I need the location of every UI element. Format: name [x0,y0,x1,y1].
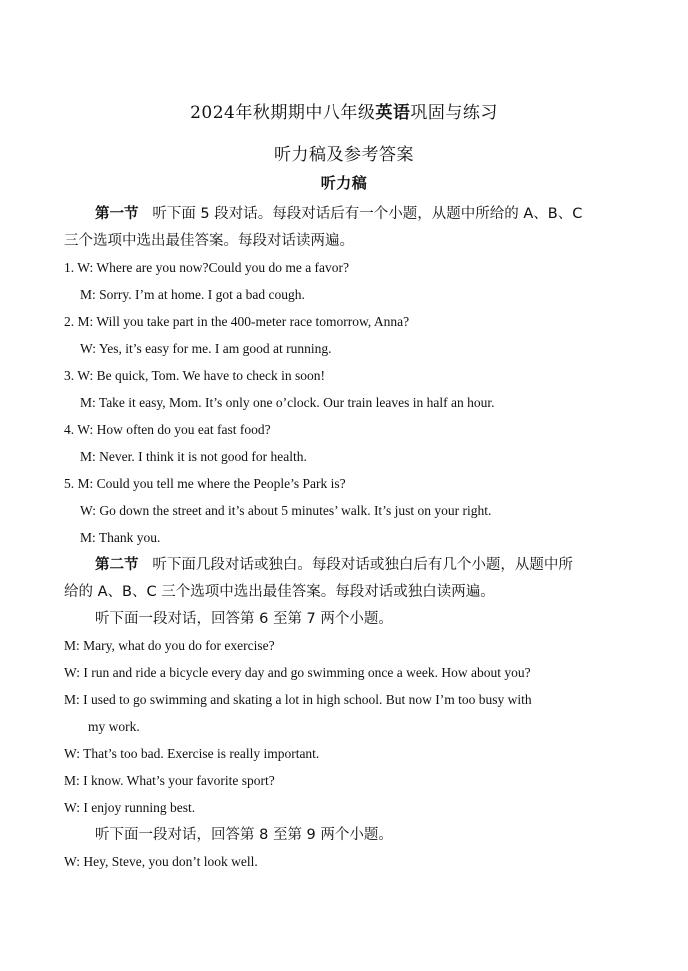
part2-instruction-line2: 给的 A、B、C 三个选项中选出最佳答案。每段对话或独白读两遍。 [64,584,495,600]
dialogue-5-closing: M: Thank you. [80,530,161,545]
dialogue-1-answer: M: Sorry. I’m at home. I got a bad cough. [80,287,305,302]
part2-intro-1: 听下面一段对话，回答第 6 至第 7 两个小题。 [95,611,393,627]
conversation-1-line-6: W: I enjoy running best. [64,800,196,815]
part1-label: 第一节 [95,206,139,222]
conversation-1-line-4: W: That’s too bad. Exercise is really important. [64,746,320,761]
conversation-2-line-1: W: Hey, Steve, you don’t look well. [64,854,258,869]
title-prefix: 2024年秋期期中八年级 [190,103,376,123]
conversation-1-line-3: M: I used to go swimming and skating a lot in high school. But now I’m too busy with [64,692,532,707]
part1-instruction-line2: 三个选项中选出最佳答案。每段对话读两遍。 [64,233,354,249]
conversation-1-line-3-cont: my work. [88,719,140,734]
dialogue-2-answer: W: Yes, it’s easy for me. I am good at running. [80,341,332,356]
dialogue-3-question: 3. W: Be quick, Tom. We have to check in soon! [64,368,326,383]
title-suffix: 巩固与练习 [410,103,498,123]
part2-intro-2: 听下面一段对话，回答第 8 至第 9 两个小题。 [95,827,393,843]
part1-instruction-line1 [95,205,582,223]
document-subtitle: 听力稿及参考答案 [274,145,414,165]
conversation-1-line-2: W: I run and ride a bicycle every day and go swimming once a week. How about you? [64,665,531,680]
dialogue-5-answer: W: Go down the street and it’s about 5 minutes’ walk. It’s just on your right. [80,503,492,518]
dialogue-2-question: 2. M: Will you take part in the 400-meter race tomorrow, Anna? [64,314,410,329]
dialogue-5-question: 5. M: Could you tell me where the People’s Park is? [64,476,346,491]
part2-instruction-text: 听下面几段对话或独白。每段对话或独白后有几个小题，从题中所 [152,557,573,573]
section-heading: 听力稿 [320,174,368,192]
conversation-1-line-1: M: Mary, what do you do for exercise? [64,638,275,653]
dialogue-4-answer: M: Never. I think it is not good for health. [80,449,307,464]
dialogue-3-answer: M: Take it easy, Mom. It’s only one o’clock. Our train leaves in half an hour. [80,395,495,410]
part2-label: 第二节 [95,557,139,573]
title-subject: 英语 [375,103,411,123]
document-title [0,98,688,123]
part2-instruction-line1 [95,556,573,574]
dialogue-4-question: 4. W: How often do you eat fast food? [64,422,271,437]
part1-instruction-text: 听下面 5 段对话。每段对话后有一个小题，从题中所给的 A、B、C [152,206,583,222]
dialogue-1-question: 1. W: Where are you now?Could you do me a favor? [64,260,350,275]
conversation-1-line-5: M: I know. What’s your favorite sport? [64,773,275,788]
